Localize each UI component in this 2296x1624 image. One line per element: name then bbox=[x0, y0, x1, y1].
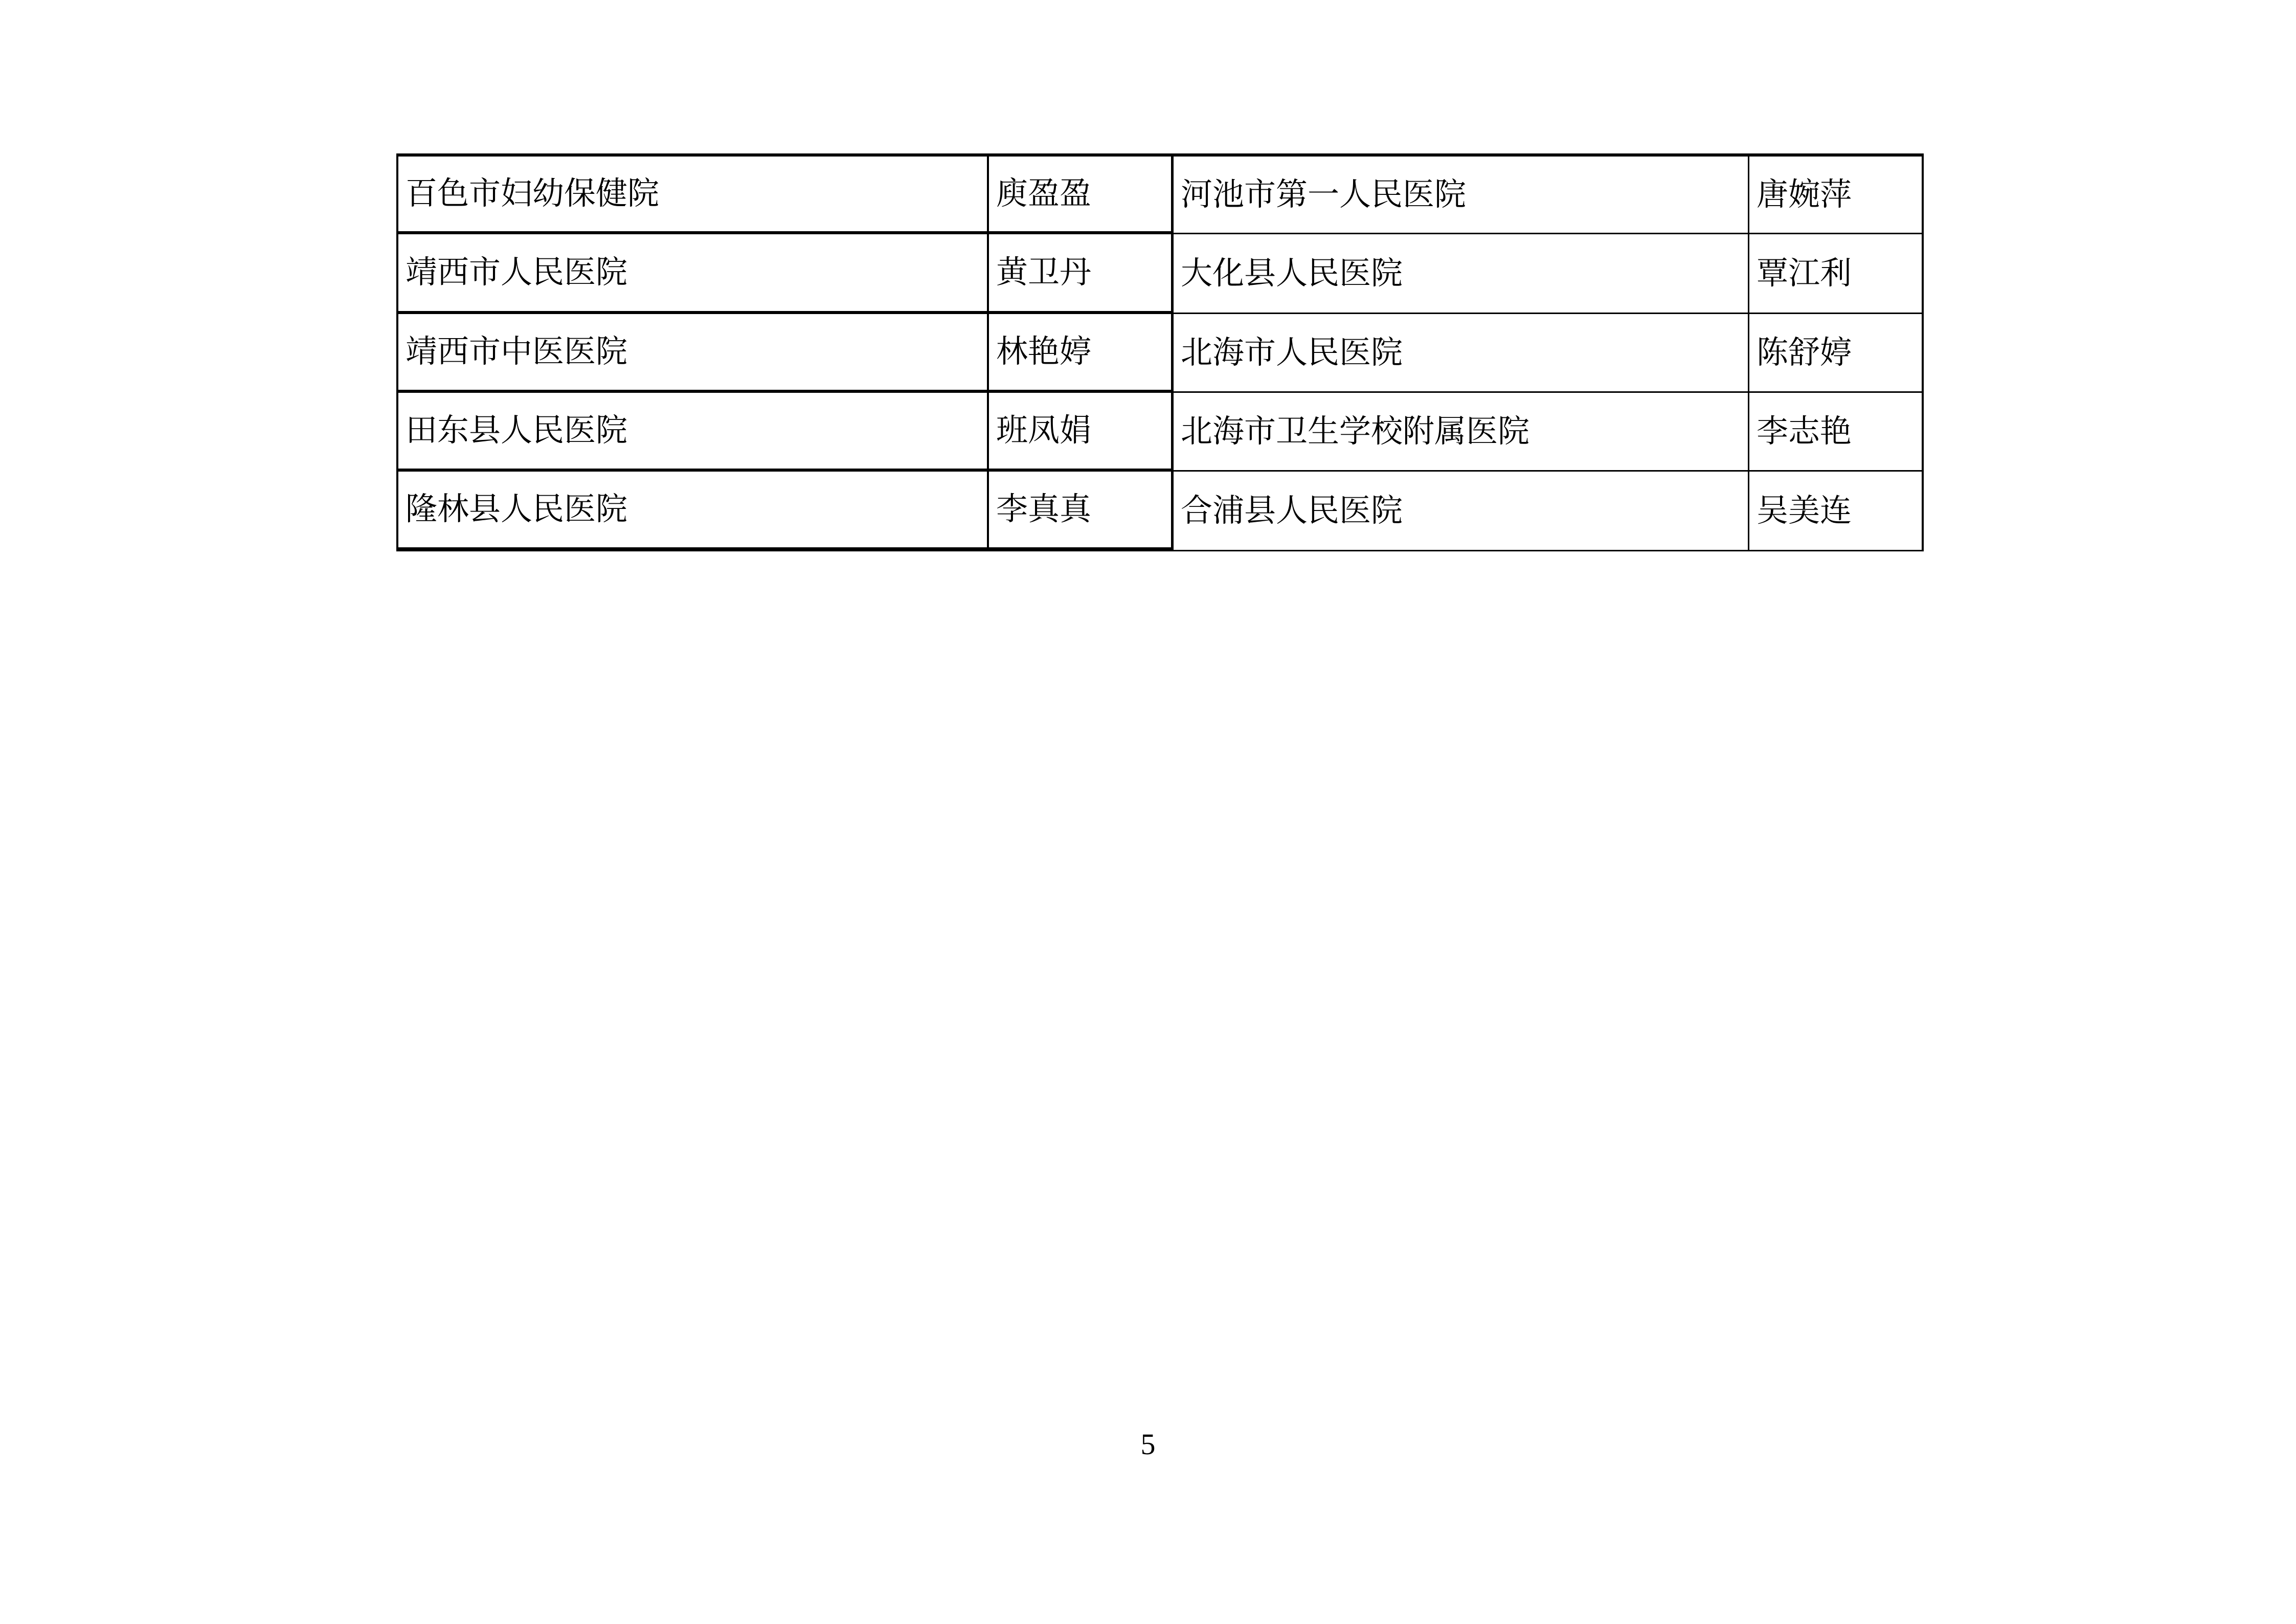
person-name-cell: 庾盈盈 bbox=[989, 157, 1174, 234]
person-name-cell: 陈舒婷 bbox=[1749, 314, 1922, 393]
hospital-name-cell: 河池市第一人民医院 bbox=[1174, 157, 1749, 234]
person-name-cell: 林艳婷 bbox=[989, 314, 1174, 393]
hospital-roster-table bbox=[396, 153, 1924, 551]
hospital-name-cell: 百色市妇幼保健院 bbox=[398, 157, 989, 234]
hospital-name-cell: 靖西市人民医院 bbox=[398, 234, 989, 314]
person-name-cell: 黄卫丹 bbox=[989, 234, 1174, 314]
person-name-cell: 班凤娟 bbox=[989, 393, 1174, 472]
person-name-cell: 李真真 bbox=[989, 472, 1174, 551]
hospital-name-cell: 隆林县人民医院 bbox=[398, 472, 989, 551]
person-name-cell: 李志艳 bbox=[1749, 393, 1922, 472]
person-name-cell: 唐婉萍 bbox=[1749, 157, 1922, 234]
page-number: 5 bbox=[1140, 1428, 1156, 1461]
person-name-cell: 覃江利 bbox=[1749, 234, 1922, 314]
hospital-name-cell: 田东县人民医院 bbox=[398, 393, 989, 472]
person-name-cell: 吴美连 bbox=[1749, 472, 1922, 551]
hospital-name-cell: 大化县人民医院 bbox=[1174, 234, 1749, 314]
hospital-name-cell: 北海市卫生学校附属医院 bbox=[1174, 393, 1749, 472]
hospital-name-cell: 北海市人民医院 bbox=[1174, 314, 1749, 393]
hospital-name-cell: 靖西市中医医院 bbox=[398, 314, 989, 393]
hospital-name-cell: 合浦县人民医院 bbox=[1174, 472, 1749, 551]
